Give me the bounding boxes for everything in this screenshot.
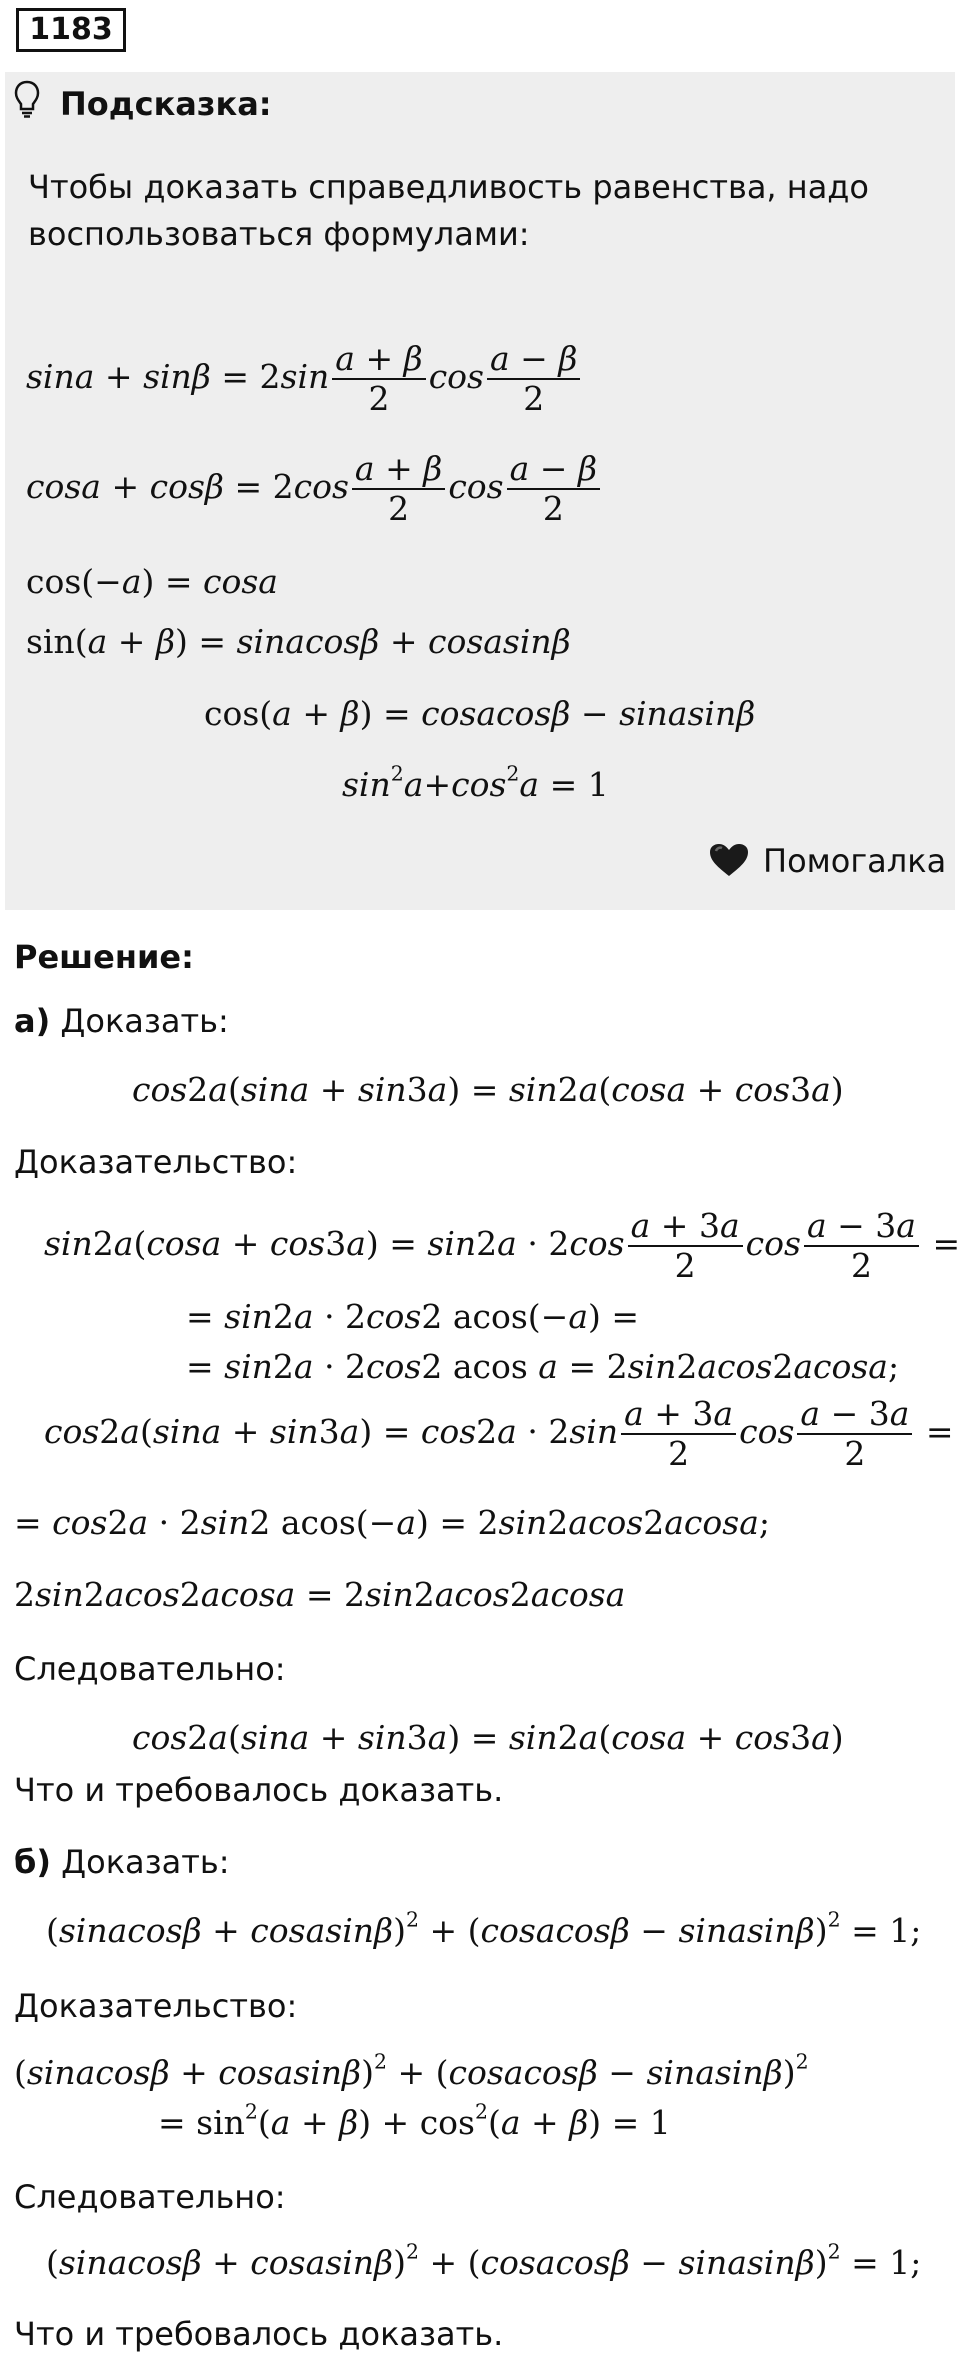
therefore-word-b: Следовательно: [14,2178,286,2216]
proof-a-line-1: sin2a(cosa + cos3a) = sin2a · 2cos $\frac{a + 3a}{2}$ cos $\frac{a - 3a}{2}$ = [44,1206,960,1285]
solution-title: Решение: [14,938,194,976]
part-a-statement: cos2a(sina + sin3a) = sin2a(cosa + cos3a) [132,1070,844,1109]
formula-cos-sum: cos(a + β) = cosacosβ − sinasinβ [204,694,756,733]
formula-sum-of-sines: sina + sinβ = 2sin $\frac{a + \beta}{2}$ cos $\frac{a - \beta}{2}$ [26,340,583,418]
proof-b-line-1: (sinacosβ + cosasinβ)$^2$ + (cosacosβ − sinasinβ)$^2$ [14,2049,809,2092]
task-number: 1183 [16,8,126,52]
part-b-conclusion: (sinacosβ + cosasinβ)$^2$ + (cosacosβ − sinasinβ)$^2$ = 1; [46,2239,922,2282]
proof-word-a: Доказательство: [14,1143,298,1181]
prove-word-b: Доказать: [61,1843,230,1881]
proof-a-line-5: = cos2a · 2sin2 acos(−a) = 2sin2acos2acosa; [14,1503,770,1542]
proof-a-line-2: = sin2a · 2cos2 acos(−a) = [186,1297,640,1336]
prove-word-a: Доказать: [60,1002,229,1040]
part-a-prove [14,1002,229,1040]
hint-title: Подсказка: [60,85,272,123]
proof-word-b: Доказательство: [14,1987,298,2025]
part-a-conclusion: cos2a(sina + sin3a) = sin2a(cosa + cos3a) [132,1718,844,1757]
formula-sum-of-cosines: cosa + cosβ = 2cos $\frac{a + \beta}{2}$ cos $\frac{a - \beta}{2}$ [26,450,603,528]
part-b-prove [14,1843,230,1881]
lightbulb-icon [14,80,40,118]
therefore-word-a: Следовательно: [14,1650,286,1688]
formula-pythagorean: $\sin^2a+\cos^2a = 1$ [342,761,609,804]
hint-intro-line-1: Чтобы доказать справедливость равенства, надо [28,168,869,206]
qed-a: Что и требовалось доказать. [14,1771,504,1809]
heart-icon [708,842,750,878]
brand-label: Помогалка [763,842,947,880]
proof-b-line-2: = $\sin^2(a + \beta) + \cos^2(a + \beta) = 1$ [158,2099,671,2142]
proof-a-line-3: = sin2a · 2cos2 acos a = 2sin2acos2acosa; [186,1347,900,1386]
part-a-label: а) [14,1002,51,1040]
formula-sin-sum: sin(a + β) = sinacosβ + cosasinβ [26,622,571,661]
proof-a-line-4: cos2a(sina + sin3a) = cos2a · 2sin $\frac{a + 3a}{2}$ cos $\frac{a - 3a}{2}$ = [44,1394,954,1473]
qed-b: Что и требовалось доказать. [14,2315,504,2353]
part-b-label: б) [14,1843,51,1881]
part-b-statement: (sinacosβ + cosasinβ)$^2$ + (cosacosβ − sinasinβ)$^2$ = 1; [46,1907,922,1950]
hint-intro-line-2: воспользоваться формулами: [28,215,530,253]
formula-cos-even: cos(−a) = cosa [26,562,278,601]
proof-a-identity: 2sin2acos2acosa = 2sin2acos2acosa [14,1575,626,1614]
